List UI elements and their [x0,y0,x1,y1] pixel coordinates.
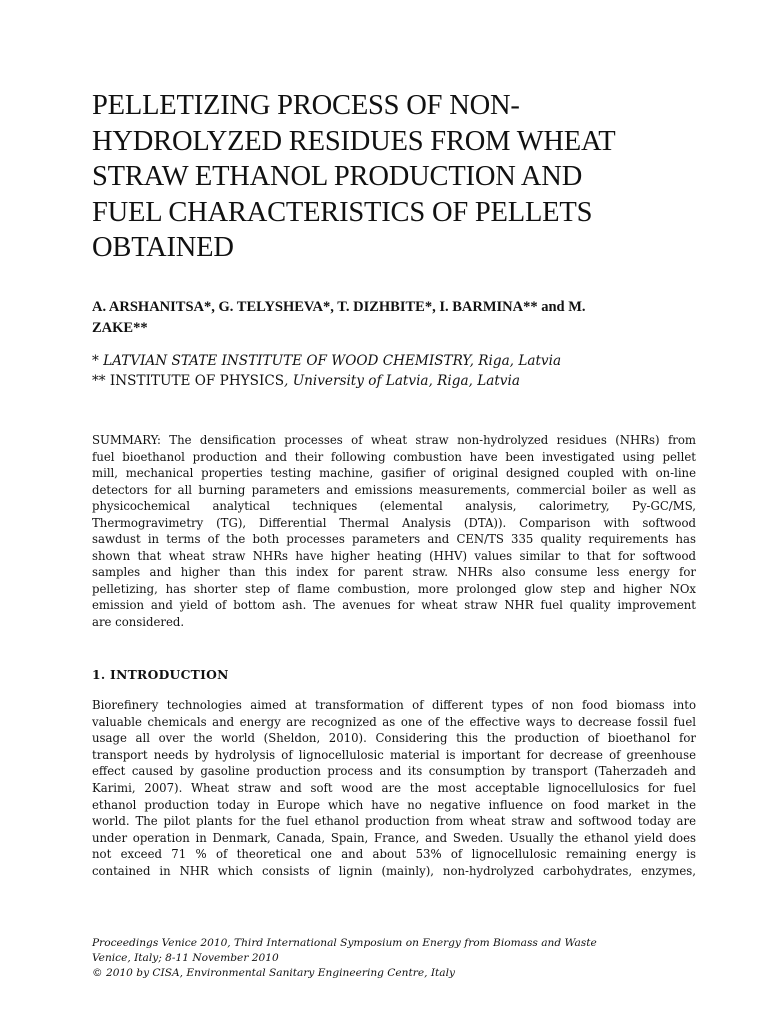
affiliation-institution: LATVIAN STATE INSTITUTE OF WOOD CHEMISTRY [103,353,470,369]
intro-line: contained in NHR which consists of lignin (mainly), non-hydrolyzed carbohydrates, enzymes, [92,863,696,878]
summary-line: samples and higher than this index for parent straw. NHRs also consume less energy for [92,565,696,579]
summary-line: physicochemical analytical techniques (elemental analysis, calorimetry, Py-GC/MS, [92,499,696,513]
intro-line: not exceed 71 % of theoretical one and about 53% of lignocellulosic remaining energy is [92,847,696,862]
intro-line: usage all over the world (Sheldon, 2010). Considering this the production of bioethanol for [92,731,696,746]
author-list [92,297,712,339]
affiliation-mark: ** [92,373,110,389]
footer-line: © 2010 by CISA, Environmental Sanitary Engineering Centre, Italy [92,967,455,979]
summary-line: shown that wheat straw NHRs have higher heating (HHV) values similar to that for softwood [92,548,696,563]
intro-line: world. The pilot plants for the fuel ethanol production from wheat straw and softwood today are [92,814,696,829]
intro-line: Karimi, 2007). Wheat straw and soft wood are the most acceptable lignocellulosics for fuel [92,780,696,795]
title-line: STRAW ETHANOL PRODUCTION AND [92,161,583,192]
intro-line: transport needs by hydrolysis of lignocellulosic material is important for decrease of greenhouse [92,747,696,762]
title-line: OBTAINED [92,232,234,263]
affiliation-mark: * [92,353,104,369]
author-line: ZAKE** [92,320,148,336]
summary-line: Thermogravimetry (TG), Differential Thermal Analysis (DTA)). Comparison with softwood [92,515,696,530]
footer-line: Venice, Italy; 8-11 November 2010 [92,952,279,964]
summary-line: SUMMARY: The densification processes of wheat straw non-hydrolyzed residues (NHRs) from [92,433,696,447]
affiliation-location: , Riga, Latvia [469,353,562,369]
proceedings-footer [92,936,712,981]
title-line: PELLETIZING PROCESS OF NON- [92,90,520,121]
intro-line: ethanol production today in Europe which have no negative influence on food market in the [92,797,696,812]
footer-line: Proceedings Venice 2010, Third International Symposium on Energy from Biomass and Waste [92,937,597,949]
intro-line: effect caused by gasoline production process and its consumption by transport (Taherzadeh and [92,764,696,779]
title-line: HYDROLYZED RESIDUES FROM WHEAT [92,125,616,157]
affiliation-institution: INSTITUTE OF PHYSICS [109,373,285,389]
intro-line: under operation in Denmark, Canada, Spain, France, and Sweden. Usually the ethanol yield does [92,830,696,845]
summary-line: fuel bioethanol production and their following combustion have been investigated using pellet [92,449,696,464]
summary-line: pelletizing, has shorter step of flame combustion, more prolonged glow step and higher NOx [92,581,696,596]
author-line: A. ARSHANITSA*, G. TELYSHEVA*, T. DIZHBITE*, I. BARMINA** and M. [92,299,586,315]
intro-line: Biorefinery technologies aimed at transformation of different types of non food biomass into [92,698,696,712]
section-heading-introduction: 1. INTRODUCTION [92,667,229,682]
summary-line: emission and yield of bottom ash. The avenues for wheat straw NHR fuel quality improvement [92,598,696,612]
affiliation-2 [92,371,712,391]
title-line: FUEL CHARACTERISTICS OF PELLETS [92,196,593,228]
summary-line: mill, mechanical properties testing machine, gasifier of original designed coupled with on-line [92,466,696,480]
paper-title [92,88,692,266]
introduction-paragraph [92,697,696,880]
summary-line: detectors for all burning parameters and emissions measurements, commercial boiler as well as [92,482,696,497]
affiliation-location: , University of Latvia, Riga, Latvia [284,373,520,389]
summary-paragraph [92,432,696,630]
affiliation-1 [92,351,712,371]
summary-line: sawdust in terms of the both processes parameters and CEN/TS 335 quality requirements has [92,532,696,546]
summary-line: are considered. [92,614,185,629]
intro-line: valuable chemicals and energy are recognized as one of the effective ways to decrease fossil fuel [92,714,696,729]
